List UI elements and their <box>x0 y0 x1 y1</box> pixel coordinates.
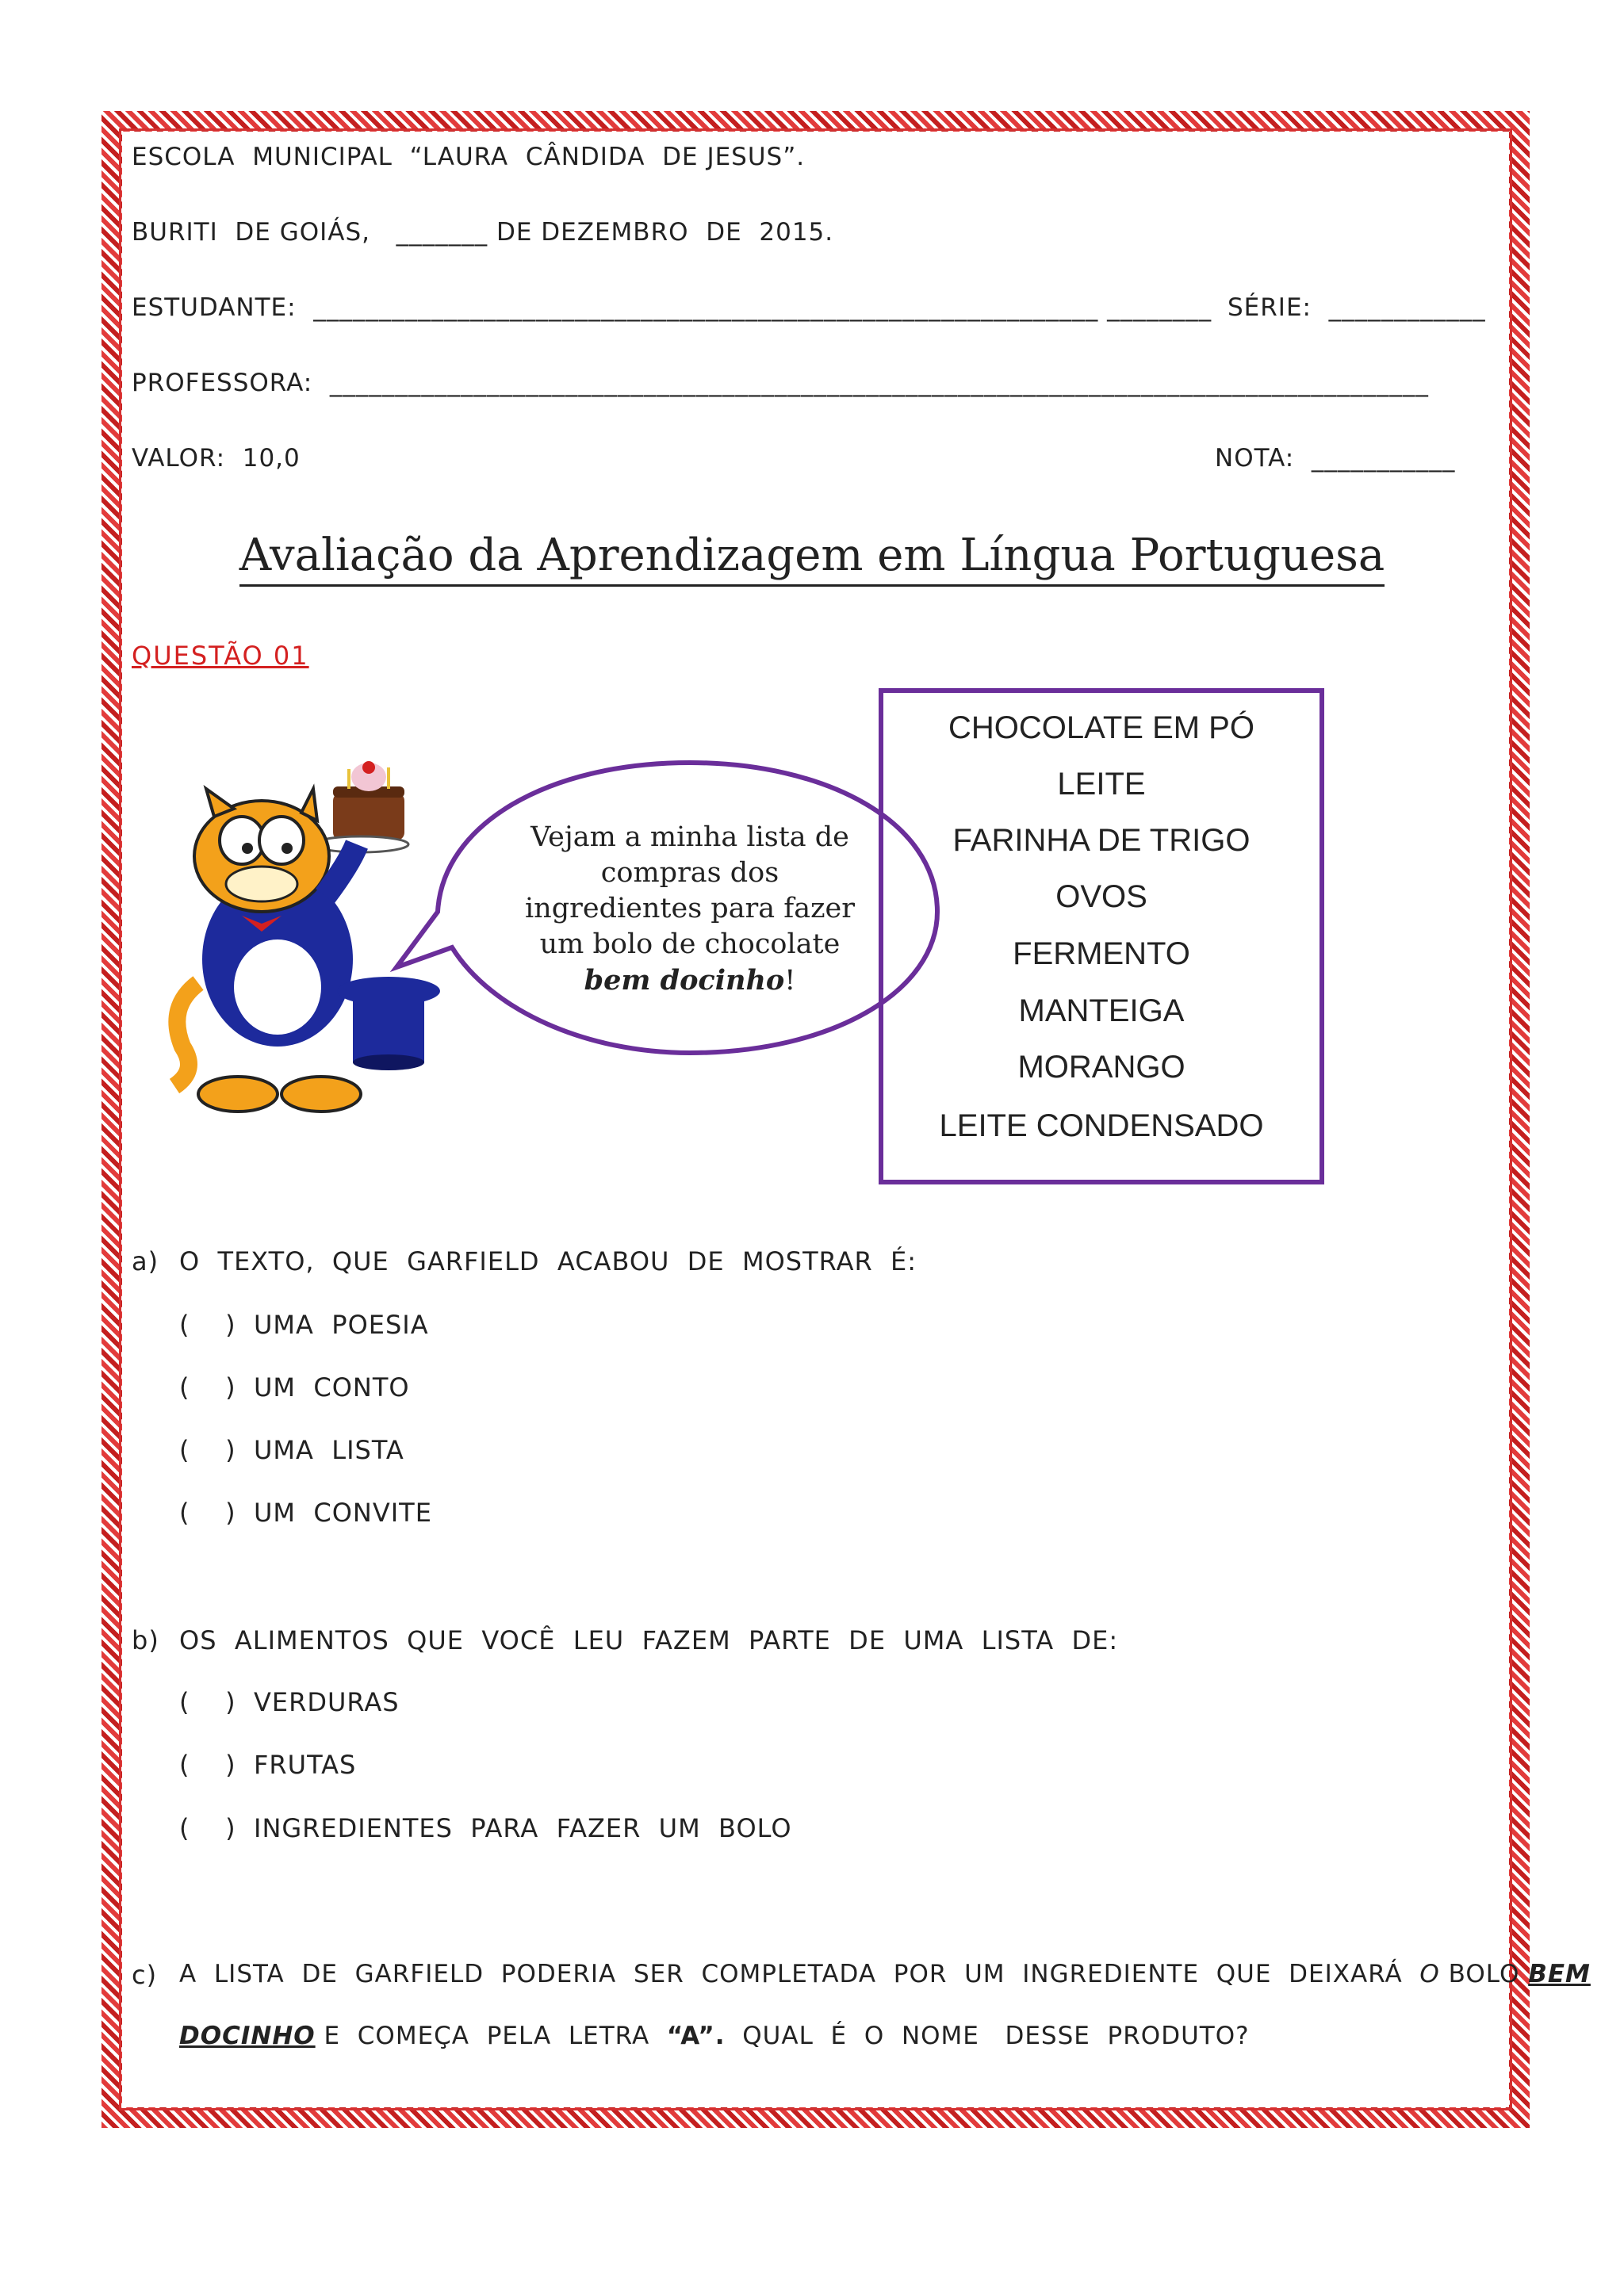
ingredient-item: LEITE <box>1057 767 1146 802</box>
student-field: ESTUDANTE: ____________________________________________________________ ________ <box>132 293 1212 322</box>
question-label: QUESTÃO 01 <box>132 641 309 671</box>
ingredient-item: MORANGO <box>1017 1050 1185 1085</box>
school-name: ESCOLA MUNICIPAL “LAURA CÂNDIDA DE JESUS”. <box>132 143 806 171</box>
option-checkbox[interactable]: ( ) UM CONTO <box>179 1372 410 1402</box>
emphasis-docinho: DOCINHO <box>179 2022 316 2050</box>
option-checkbox[interactable]: ( ) FRUTAS <box>179 1750 357 1780</box>
ingredient-item: MANTEIGA <box>1018 993 1185 1028</box>
option-checkbox[interactable]: ( ) VERDURAS <box>179 1687 400 1717</box>
question-c-text-line2: DOCINHO E COMEÇA PELA LETRA “A”. QUAL É O NOME DESSE PRODUTO? <box>179 2022 1250 2050</box>
option-checkbox[interactable]: ( ) UM CONVITE <box>179 1498 432 1528</box>
teacher-field: PROFESSORA: ____________________________________________________________________________________ <box>132 369 1429 397</box>
ingredient-item: LEITE CONDENSADO <box>939 1108 1264 1143</box>
ingredient-item: FERMENTO <box>1013 936 1190 971</box>
question-c-text-line1: A LISTA DE GARFIELD PODERIA SER COMPLETADA POR UM INGREDIENTE QUE DEIXARÁ O BOLO BEM <box>179 1960 1591 1988</box>
bubble-emphasis: bem docinho <box>584 964 785 997</box>
page-title: Avaliação da Aprendizagem em Língua Portuguesa <box>0 530 1624 581</box>
emphasis-bem: BEM <box>1528 1960 1591 1988</box>
question-b-letter: b) <box>132 1625 159 1655</box>
option-checkbox[interactable]: ( ) UMA LISTA <box>179 1435 404 1465</box>
grade-field: NOTA: ___________ <box>1215 444 1456 473</box>
option-checkbox[interactable]: ( ) UMA POESIA <box>179 1310 429 1340</box>
question-a-letter: a) <box>132 1246 159 1276</box>
question-b-text: OS ALIMENTOS QUE VOCÊ LEU FAZEM PARTE DE UMA LISTA DE: <box>179 1625 1119 1655</box>
ingredient-item: OVOS <box>1055 879 1147 914</box>
ingredient-item: FARINHA DE TRIGO <box>952 823 1251 858</box>
bubble-text: Vejam a minha lista de compras dos ingredientes para fazer um bolo de chocolate bem docinho! <box>524 821 855 997</box>
question-a-text: O TEXTO, QUE GARFIELD ACABOU DE MOSTRAR É: <box>179 1246 917 1276</box>
date-line: BURITI DE GOIÁS, _______ DE DEZEMBRO DE 2015. <box>132 218 834 247</box>
value-label: VALOR: 10,0 <box>132 444 301 473</box>
question-c-letter: c) <box>132 1960 158 1990</box>
series-field: SÉRIE: ____________ <box>1228 293 1486 322</box>
ingredients-list-box <box>879 688 1324 1184</box>
option-checkbox[interactable]: ( ) INGREDIENTES PARA FAZER UM BOLO <box>179 1813 792 1843</box>
ingredient-item: CHOCOLATE EM PÓ <box>948 710 1254 745</box>
